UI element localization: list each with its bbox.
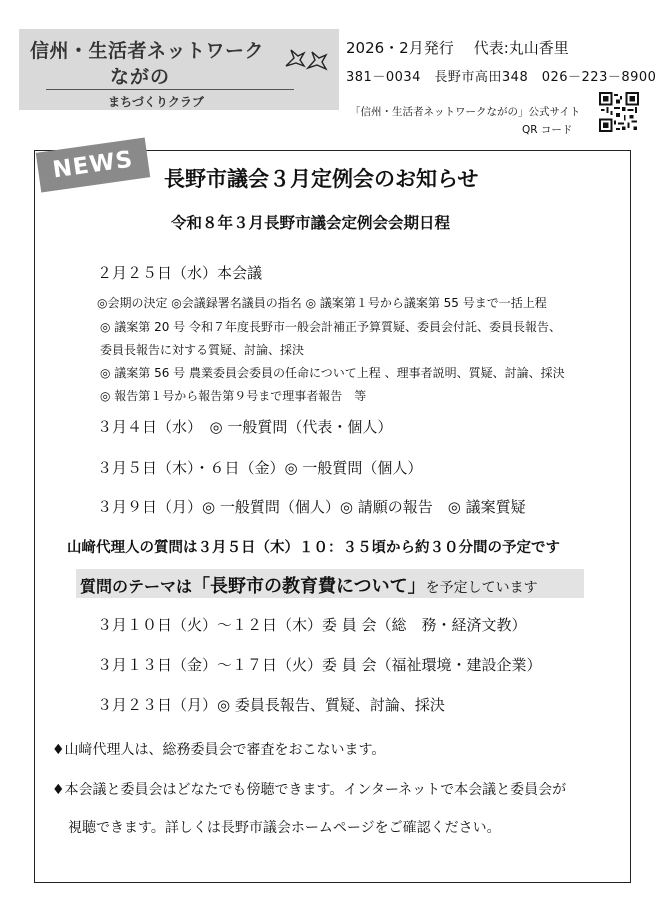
plenary-item: ◎ 報告第１号から報告第９号まで理事者報告 等 <box>100 389 367 403</box>
contact-address: 381－0034 長野市高田348 026－223－8900 <box>346 70 657 85</box>
question-theme <box>80 572 538 598</box>
representative: 代表:丸山香里 <box>473 39 569 57</box>
plenary-date: ２月２５日（水）本会議 <box>97 264 263 282</box>
plenary-item: ◎会期の決定 ◎会議録署名議員の指名 ◎ 議案第１号から議案第 55 号まで一括上程 <box>97 296 547 310</box>
note-item: 視聴できます。詳しくは長野市議会ホームページをご確認ください。 <box>68 820 501 836</box>
schedule-item: ３月４日（水） ◎ 一般質問（代表・個人） <box>97 418 393 436</box>
org-name-line1: 信州・生活者ネットワーク <box>30 40 265 62</box>
org-name-line2: ながの <box>110 66 171 88</box>
schedule-subtitle: 令和８年３月長野市議会定例会会期日程 <box>171 214 451 232</box>
plenary-item: 委員長報告に対する質疑、討論、採決 <box>100 343 305 357</box>
theme-prefix: 質問のテーマは <box>80 577 193 596</box>
schedule-item: ３月２３日（月）◎ 委員長報告、質疑、討論、採決 <box>97 696 445 714</box>
theme-suffix: を予定しています <box>425 580 538 596</box>
note-item: ♦山﨑代理人は、総務委員会で審査をおこないます。 <box>52 742 386 758</box>
org-divider <box>46 89 294 90</box>
org-subtitle: まちづくりクラブ <box>108 95 204 109</box>
schedule-item: ３月１３日（金）～１７日（火）委 員 会（福祉環境・建設企業） <box>97 656 542 674</box>
question-notice: 山﨑代理人の質問は３月５日（木）１０：３５頃から約３０分間の予定です <box>67 540 560 556</box>
plenary-item: ◎ 議案第 56 号 農業委員会委員の任命について上程 、理事者説明、質疑、討論、採決 <box>100 366 565 380</box>
qr-code-icon[interactable] <box>599 92 639 136</box>
schedule-item: ３月９日（月）◎ 一般質問（個人）◎ 請願の報告 ◎ 議案質疑 <box>97 498 526 516</box>
plenary-item: ◎ 議案第 20 号 令和７年度長野市一般会計補正予算質疑、委員会付託、委員長報告、 <box>100 320 562 334</box>
schedule-item: ３月１０日（火）～１２日（木）委 員 会（総 務・経済文教） <box>97 616 527 634</box>
issue-date: 2026・2月発行 <box>346 39 454 57</box>
news-tag: NEWS <box>36 138 150 193</box>
doves-icon <box>282 44 330 78</box>
qr-label: QR コード <box>522 124 573 136</box>
issue-info <box>346 37 589 58</box>
theme-topic: 「長野市の教育費について」 <box>192 576 426 597</box>
site-label: 「信州・生活者ネットワークながの」公式サイト <box>350 106 581 118</box>
schedule-item: ３月５日（木）・６日（金）◎ 一般質問（個人） <box>97 459 423 477</box>
note-item: ♦本会議と委員会はどなたでも傍聴できます。インターネットで本会議と委員会が <box>52 782 567 798</box>
page-title: 長野市議会３月定例会のお知らせ <box>164 167 479 191</box>
